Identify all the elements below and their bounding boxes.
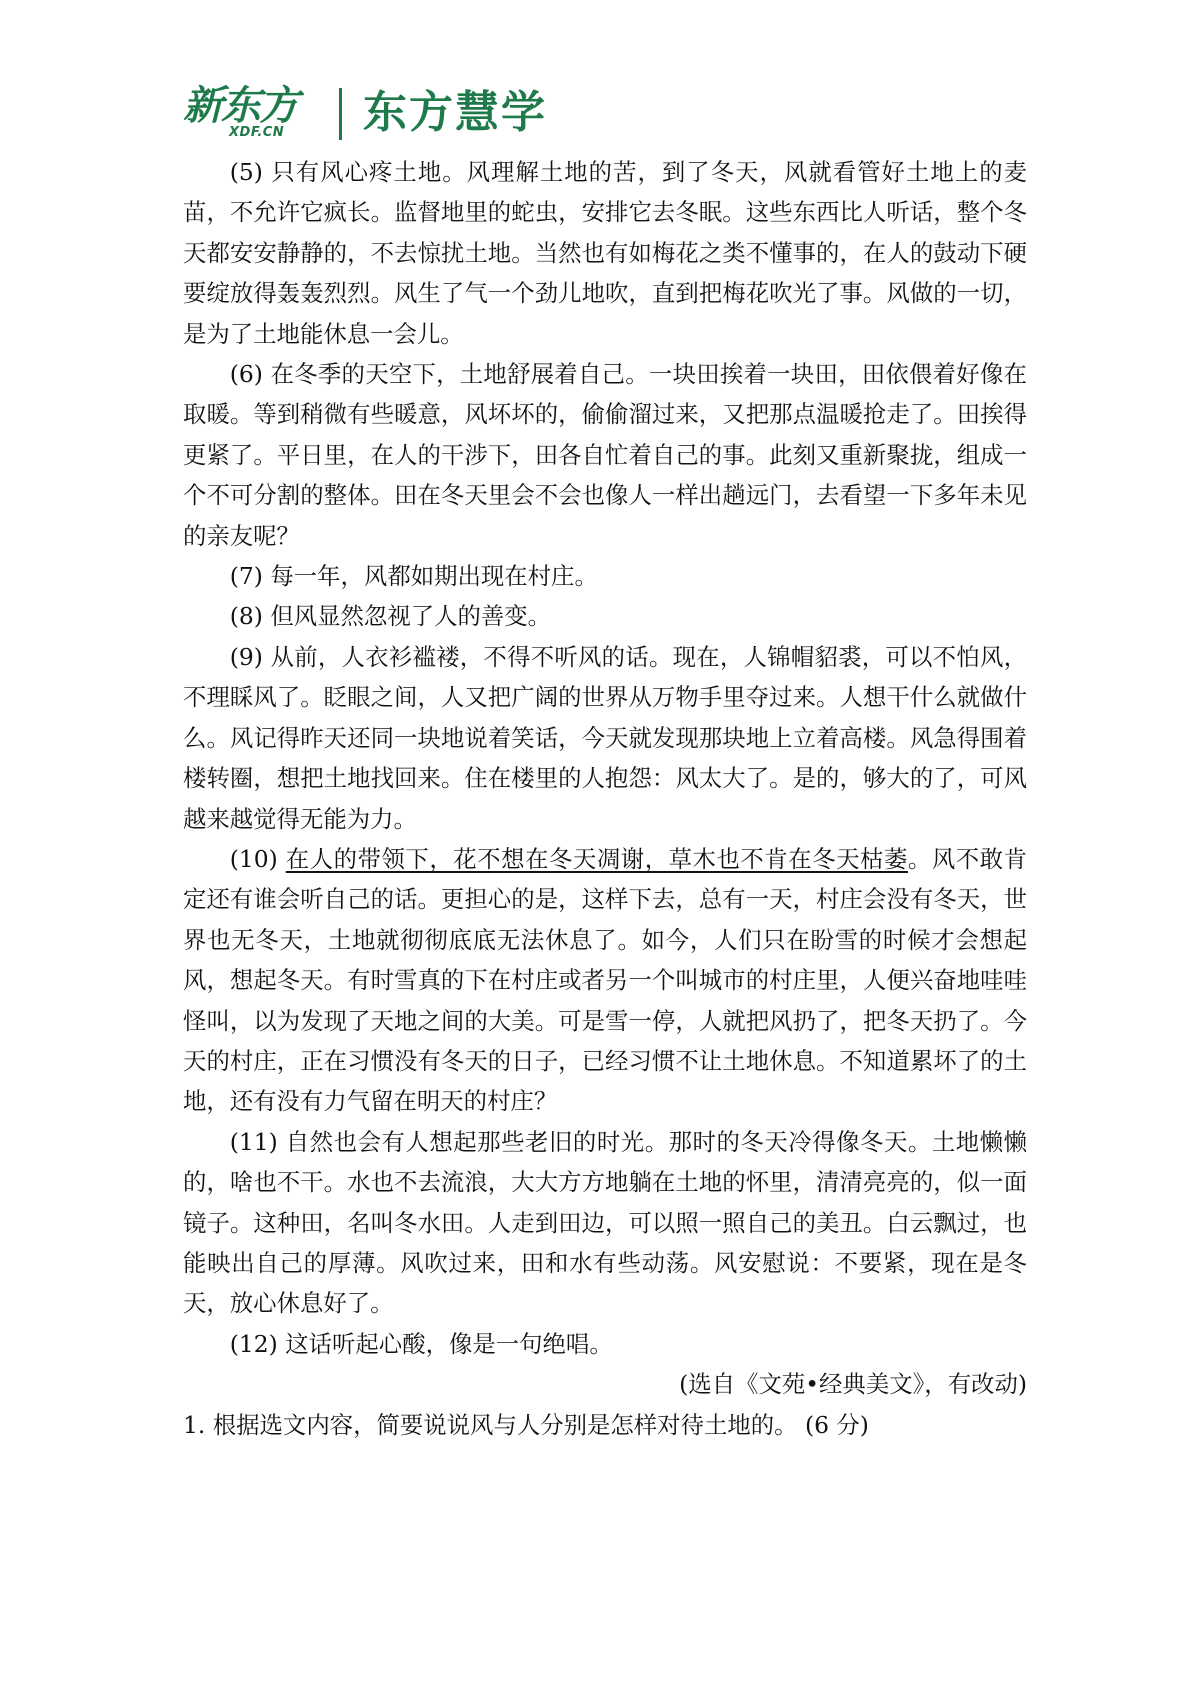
paragraph-6: (6) 在冬季的天空下，土地舒展着自己。一块田挨着一块田，田依偎着好像在取暖。等到稍微有些暖意，风坏坏的，偷偷溜过来，又把那点温暖抢走了。田挨得更紧了。平日里，在人的干涉下，田各自忙着自己的事。此刻又重新聚拢，组成一个不可分割的整体。田在冬天里会不会也像人一样出趟远门，去看望一下多年未见的亲友呢？: [183, 360, 1027, 550]
paragraph-11: (11) 自然也会有人想起那些老旧的时光。那时的冬天冷得像冬天。土地懒懒的，啥也不干。水也不去流浪，大大方方地躺在土地的怀里，清清亮亮的，似一面镜子。这种田，名叫冬水田。人走到田边，可以照一照自己的美丑。白云飘过，也能映出自己的厚薄。风吹过来，田和水有些动荡。风安慰说：不要紧，现在是冬天，放心休息好了。: [183, 1127, 1027, 1318]
dongfang-huixue-logo: 东方慧学: [363, 87, 547, 138]
logo-divider: [339, 88, 342, 140]
article-body: [183, 152, 1027, 1445]
paragraph-10-number: (10): [229, 844, 286, 873]
paragraph-8: (8) 但风显然忽视了人的善变。: [229, 602, 552, 631]
paragraph-7: (7) 每一年，风都如期出现在村庄。: [229, 562, 598, 591]
brand-header: [183, 84, 603, 144]
paragraph-9: (9) 从前，人衣衫褴褛，不得不听风的话。现在，人锦帽貂裘，可以不怕风，不理睬风了。眨眼之间，人又把广阔的世界从万物手里夺过来。人想干什么就做什么。风记得昨天还同一块地说着笑话，今天就发现那块地上立着高楼。风急得围着楼转圈，想把土地找回来。住在楼里的人抱怨：风太大了。是的，够大的了，可风越来越觉得无能为力。: [183, 642, 1027, 833]
paragraph-5: (5) 只有风心疼土地。风理解土地的苦，到了冬天，风就看管好土地上的麦苗，不允许它疯长。监督地里的蛇虫，安排它去冬眠。这些东西比人听话，整个冬天都安安静静的，不去惊扰土地。当然也有如梅花之类不懂事的，在人的鼓动下硬要绽放得轰轰烈烈。风生了气一个劲儿地吹，直到把梅花吹光了事。风做的一切，是为了土地能休息一会儿。: [183, 158, 1027, 348]
source-citation: (选自《文苑•经典美文》，有改动): [679, 1370, 1027, 1399]
paragraph-12: (12) 这话听起心酸，像是一句绝唱。: [229, 1329, 613, 1358]
question-1: 1. 根据选文内容，简要说说风与人分别是怎样对待土地的。 (6 分): [183, 1410, 869, 1439]
xdf-logo: 新东方: [183, 83, 297, 129]
underlined-sentence: 在人的带领下，花不想在冬天凋谢，草木也不肯在冬天枯萎: [285, 844, 908, 873]
xdf-logo-domain: XDF.CN: [229, 125, 285, 140]
paragraph-10-rest: 。风不敢肯定还有谁会听自己的话。更担心的是，这样下去，总有一天，村庄会没有冬天，世界也无冬天，土地就彻彻底底无法休息了。如今，人们只在盼雪的时候才会想起风，想起冬天。有时雪真的下在村庄或者另一个叫城市的村庄里，人便兴奋地哇哇怪叫，以为发现了天地之间的大美。可是雪一停，人就把风扔了，把冬天扔了。今天的村庄，正在习惯没有冬天的日子，已经习惯不让土地休息。不知道累坏了的土地，还有没有力气留在明天的村庄？: [183, 844, 1028, 1116]
paragraph-10: [183, 839, 1027, 1122]
